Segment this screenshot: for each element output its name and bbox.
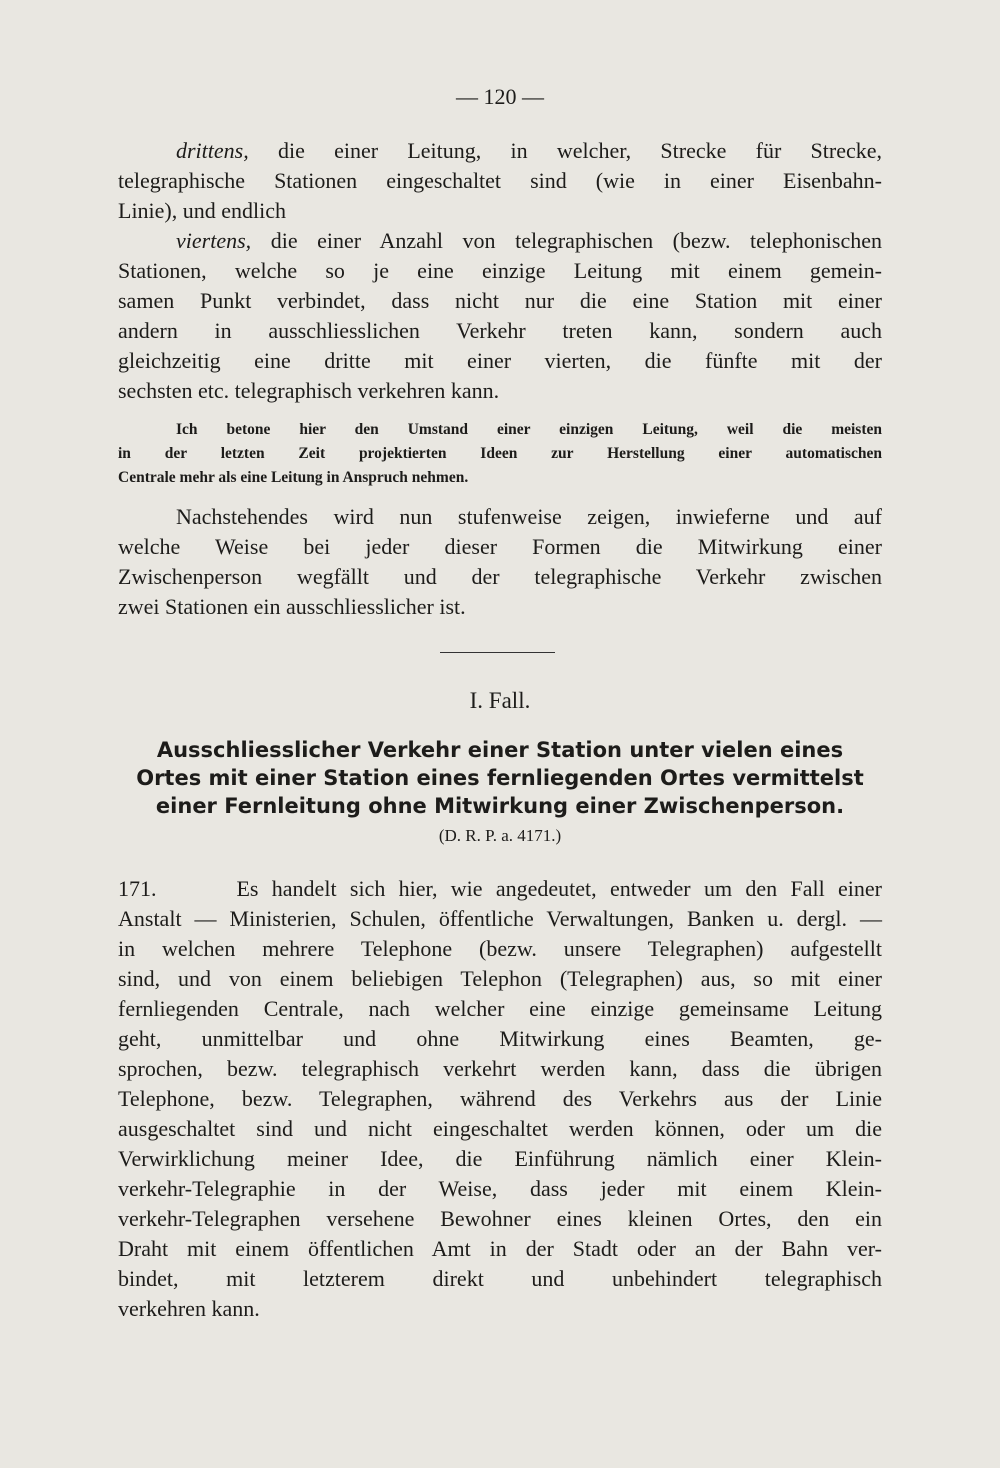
paragraph-number: 171.	[118, 876, 157, 901]
intro-line-7: andern in ausschliesslichen Verkehr treten kann, sondern auch	[118, 318, 882, 343]
patent-reference: (D. R. P. a. 4171.)	[438, 826, 562, 845]
drittens-label: drittens,	[176, 138, 249, 163]
para171-line-1-text: Es handelt sich hier, wie angedeutet, entweder um den Fall einer	[236, 876, 882, 901]
intro-line-1-text: die einer Leitung, in welcher, Strecke für Strecke,	[278, 138, 883, 163]
note-line-1: Ich betone hier den Umstand einer einzigen Leitung, weil die meisten	[176, 421, 882, 438]
para171-line-13: Draht mit einem öffentlichen Amt in der Stadt oder an der Bahn ver-	[118, 1236, 882, 1261]
page-number: — 120 —	[456, 84, 544, 109]
intro-line-4-text: die einer Anzahl von telegraphischen (bezw. telephonischen	[270, 228, 883, 253]
para2-line-2: welche Weise bei jeder dieser Formen die Mitwirkung einer	[118, 534, 882, 559]
note-paragraph	[118, 418, 882, 490]
para2-line-1: Nachstehendes wird nun stufenweise zeigen, inwieferne und auf	[176, 504, 882, 529]
section-divider	[440, 652, 555, 653]
para171-line-9: ausgeschaltet sind und nicht eingeschaltet werden können, oder um die	[118, 1116, 882, 1141]
heading-line-2: Ortes mit einer Station eines fernliegenden Ortes vermittelst	[136, 766, 864, 790]
para171-line-7: sprochen, bezw. telegraphisch verkehrt werden kann, dass die übrigen	[118, 1056, 882, 1081]
intro-line-1	[118, 136, 882, 166]
intro-line-4	[118, 226, 882, 256]
viertens-label: viertens,	[176, 228, 252, 253]
para2-line-3: Zwischenperson wegfällt und der telegraphische Verkehr zwischen	[118, 564, 882, 589]
para171-line-12: verkehr-Telegraphen versehene Bewohner eines kleinen Ortes, den ein	[118, 1206, 882, 1231]
intro-line-5: Stationen, welche so je eine einzige Leitung mit einem gemein-	[118, 258, 882, 283]
para171-line-1	[118, 874, 882, 904]
second-paragraph	[118, 502, 882, 622]
para171-line-5: fernliegenden Centrale, nach welcher eine einzige gemeinsame Leitung	[118, 996, 882, 1021]
intro-line-9: sechsten etc. telegraphisch verkehren kann.	[118, 378, 500, 403]
para171-line-10: Verwirklichung meiner Idee, die Einführung nämlich einer Klein-	[118, 1146, 882, 1171]
para171-line-15: verkehren kann.	[118, 1296, 260, 1321]
heading-line-3: einer Fernleitung ohne Mitwirkung einer Zwischenperson.	[155, 794, 845, 818]
para171-line-2: Anstalt — Ministerien, Schulen, öffentliche Verwaltungen, Banken u. dergl. —	[118, 906, 882, 931]
heading-line-1: Ausschliesslicher Verkehr einer Station unter vielen eines	[156, 738, 844, 762]
note-line-3: Centrale mehr als eine Leitung in Anspruch nehmen.	[118, 469, 469, 486]
intro-line-6: samen Punkt verbindet, dass nicht nur die eine Station mit einer	[118, 288, 882, 313]
para171-line-6: geht, unmittelbar und ohne Mitwirkung eines Beamten, ge-	[118, 1026, 882, 1051]
para171-line-4: sind, und von einem beliebigen Telephon (Telegraphen) aus, so mit einer	[118, 966, 882, 991]
para2-line-4: zwei Stationen ein ausschliesslicher ist.	[118, 594, 466, 619]
paragraph-171	[118, 874, 882, 1324]
intro-line-8: gleichzeitig eine dritte mit einer vierten, die fünfte mit der	[118, 348, 882, 373]
intro-line-3: Linie), und endlich	[118, 198, 287, 223]
para171-line-11: verkehr-Telegraphie in der Weise, dass jeder mit einem Klein-	[118, 1176, 882, 1201]
intro-line-2: telegraphische Stationen eingeschaltet sind (wie in einer Eisenbahn-	[118, 168, 882, 193]
para171-line-8: Telephone, bezw. Telegraphen, während des Verkehrs aus der Linie	[118, 1086, 882, 1111]
para171-line-3: in welchen mehrere Telephone (bezw. unsere Telegraphen) aufgestellt	[118, 936, 882, 961]
intro-paragraph	[118, 136, 882, 406]
section-heading	[110, 736, 890, 820]
section-title: I. Fall.	[469, 688, 531, 713]
note-line-2: in der letzten Zeit projektierten Ideen zur Herstellung einer automatischen	[118, 445, 882, 462]
para171-line-14: bindet, mit letzterem direkt und unbehindert telegraphisch	[118, 1266, 882, 1291]
